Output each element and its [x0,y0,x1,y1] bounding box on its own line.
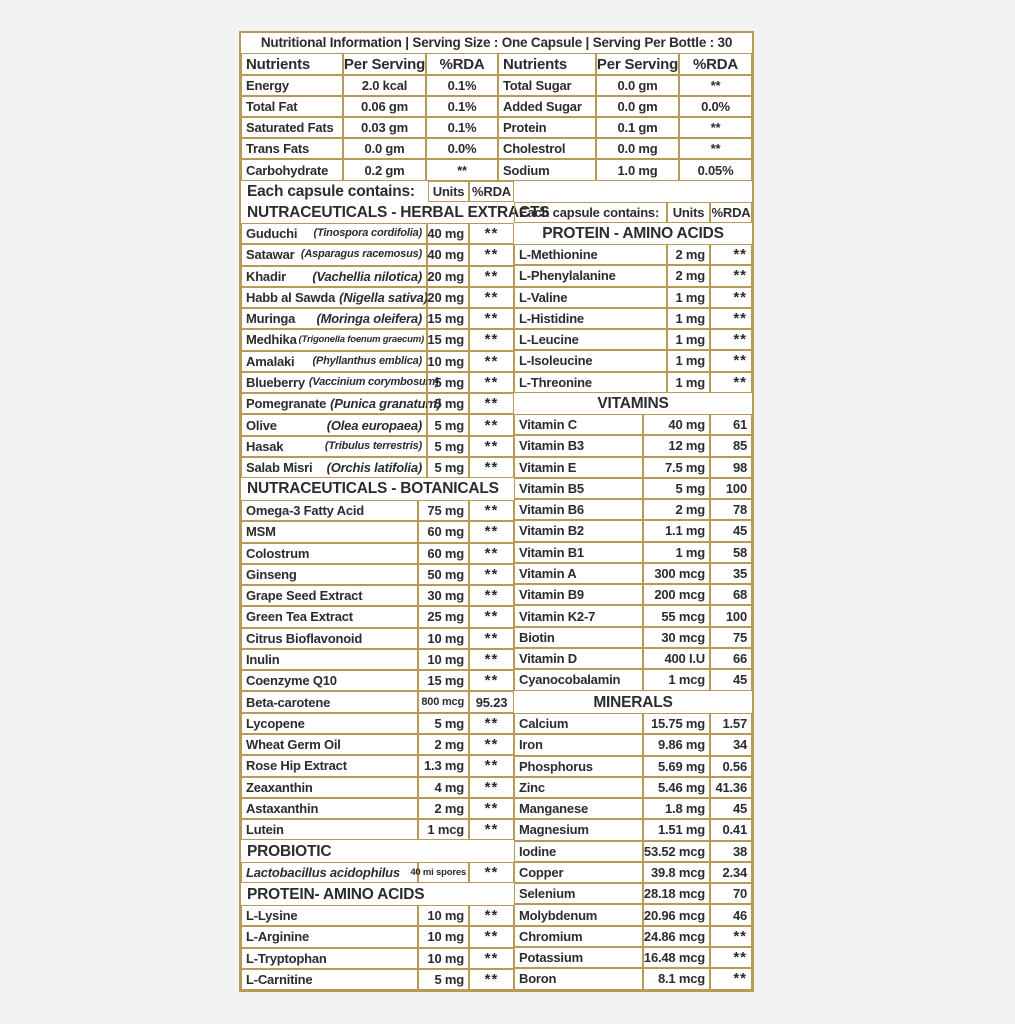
item-rda: ** [469,543,514,564]
item-units: 15.75 mg [643,713,710,734]
list-item: Vitamin B1 [514,542,643,563]
item-name: Pomegranate [246,396,327,412]
item-rda: ** [710,968,752,989]
item-rda: ** [469,351,514,372]
nutrient-serving: 0.0 mg [596,138,679,159]
list-item: Vitamin D [514,648,643,669]
item-name: Khadir [246,268,286,284]
item-rda: ** [469,777,514,798]
item-units: 55 mcg [643,605,710,626]
list-item: Vitamin A [514,563,643,584]
list-item: L-Isoleucine [514,350,667,371]
list-item: Boron [514,968,643,989]
item-rda: ** [469,266,514,287]
item-rda: ** [710,287,752,308]
list-item: Vitamin B5 [514,478,643,499]
list-item: Vitamin B9 [514,584,643,605]
item-latin-name: (Orchis latifolia) [326,460,422,476]
item-rda: 45 [710,798,752,819]
nutrient-rda: ** [679,138,752,159]
item-latin-name: (Phyllanthus emblica) [312,354,422,367]
nutrient-serving: 0.0 gm [343,138,426,159]
section-title-amino-right: PROTEIN - AMINO ACIDS [542,224,724,242]
list-item: Vitamin B3 [514,435,643,456]
nutrient-name: Added Sugar [498,96,596,117]
nutrient-name: Cholestrol [498,138,596,159]
item-latin-name: (Trigonella foenum graecum) [298,334,424,346]
item-rda: 45 [710,520,752,541]
list-item: Phosphorus [514,756,643,777]
item-name: Lactobacillus acidophilus [246,865,400,881]
nutrient-rda: ** [679,117,752,138]
item-name: L-Arginine [246,929,309,945]
column-header: %RDA [426,53,498,75]
column-header: %RDA [710,202,752,223]
item-latin-name: (Olea europaea) [326,417,422,433]
list-item: Copper [514,862,643,883]
item-rda: ** [710,308,752,329]
item-units: 16.48 mcg [643,947,710,968]
item-rda: ** [710,244,752,265]
item-units: 1 mg [667,372,710,393]
item-rda: 100 [710,478,752,499]
list-item [241,564,418,585]
item-name: L-Carnitine [246,971,313,987]
nutrient-serving: 0.1 gm [596,117,679,138]
item-rda: 100 [710,605,752,626]
list-item: Potassium [514,947,643,968]
item-units: 10 mg [418,905,469,926]
item-units: 1.8 mg [643,798,710,819]
item-name: Wheat Germ Oil [246,737,341,753]
item-name: Blueberry [246,375,305,390]
list-item: Molybdenum [514,904,643,925]
item-units: 1.3 mg [418,755,469,776]
list-item: L-Histidine [514,308,667,329]
item-rda: ** [469,372,514,393]
list-item [241,329,427,350]
nutrient-serving: 2.0 kcal [343,75,426,96]
item-name: Salab Misri [246,460,313,476]
item-name: MSM [246,524,276,540]
item-units: 30 mg [418,585,469,606]
item-units: 5 mg [427,393,469,414]
list-item: L-Methionine [514,244,667,265]
item-name: Amalaki [246,353,295,369]
item-rda: 58 [710,542,752,563]
item-units: 25 mg [418,606,469,627]
list-item [241,755,418,776]
item-units: 39.8 mcg [643,862,710,883]
list-item: Selenium [514,883,643,904]
item-units: 20 mg [427,287,469,308]
list-item: Vitamin C [514,414,643,435]
item-units: 10 mg [418,926,469,947]
nutrient-name: Total Sugar [498,75,596,96]
item-units: 15 mg [427,308,469,329]
nutrient-name: Sodium [498,159,596,181]
item-units: 20.96 mcg [643,904,710,925]
item-units: 1 mg [667,308,710,329]
item-units: 12 mg [643,435,710,456]
capsule-header-label: Each capsule contains: [247,182,415,200]
list-item: Vitamin B2 [514,520,643,541]
item-units: 5 mg [418,713,469,734]
item-rda: 61 [710,414,752,435]
item-units: 1 mcg [643,669,710,690]
column-header: %RDA [679,53,752,75]
item-rda: 95.23 [469,691,514,712]
section-title-amino-left: PROTEIN- AMINO ACIDS [247,885,425,903]
item-rda: ** [469,926,514,947]
list-item [241,926,418,947]
item-rda: 38 [710,841,752,862]
item-rda: ** [469,223,514,244]
item-rda: ** [469,755,514,776]
item-name: Coenzyme Q10 [246,673,337,689]
item-rda: 70 [710,883,752,904]
list-item [241,372,439,393]
page-title: Nutritional Information | Serving Size : One Capsule | Serving Per Bottle : 30 [260,35,733,51]
item-units: 40 mi spores [418,862,469,883]
item-units: 5 mg [427,436,469,457]
item-units: 40 mg [427,244,469,265]
item-units: 1 mg [643,542,710,563]
nutrient-rda: 0.05% [679,159,752,181]
nutrient-serving: 0.06 gm [343,96,426,117]
column-header: Per Serving [343,53,426,75]
item-rda: 35 [710,563,752,584]
item-rda: ** [710,947,752,968]
list-item: Vitamin K2-7 [514,605,643,626]
item-name: Medhika [246,332,297,348]
item-units: 10 mg [418,628,469,649]
item-name: Citrus Bioflavonoid [246,630,363,646]
item-units: 75 mg [418,500,469,521]
section-title-probiotic: PROBIOTIC [247,842,332,860]
item-rda: ** [469,521,514,542]
item-units: 20 mg [427,266,469,287]
list-item [241,628,418,649]
item-units: 50 mg [418,564,469,585]
item-rda: ** [469,393,514,414]
item-rda: ** [469,862,514,883]
list-item [241,798,418,819]
item-rda: ** [710,926,752,947]
item-rda: ** [710,350,752,371]
list-item [241,691,418,712]
column-header: Units [667,202,710,223]
list-item [241,414,427,435]
item-name: Astaxanthin [246,800,319,816]
item-rda: 78 [710,499,752,520]
nutrient-name: Energy [241,75,343,96]
item-rda: ** [469,713,514,734]
item-name: Zeaxanthin [246,779,313,795]
list-item: Vitamin E [514,457,643,478]
item-units: 1 mcg [418,819,469,840]
list-item [241,606,418,627]
capsule-header-label: Each capsule contains: [514,202,667,223]
nutrient-rda: ** [426,159,498,181]
item-units: 5 mg [427,457,469,478]
column-header: Units [428,181,469,202]
item-rda: ** [469,585,514,606]
item-name: L-Tryptophan [246,950,327,966]
item-units: 2 mg [643,499,710,520]
item-units: 200 mcg [643,584,710,605]
list-item [241,308,427,329]
item-units: 5 mg [418,969,469,990]
list-item: Chromium [514,926,643,947]
item-rda: ** [469,798,514,819]
nutrient-name: Carbohydrate [241,159,343,181]
item-rda: ** [469,969,514,990]
item-name: Inulin [246,652,280,667]
item-rda: 66 [710,648,752,669]
list-item [241,777,418,798]
item-name: Colostrum [246,545,310,561]
item-units: 7.5 mg [643,457,710,478]
item-latin-name: (Tinospora cordifolia) [313,227,422,240]
item-units: 2 mg [418,798,469,819]
item-rda: ** [469,244,514,265]
item-name: Habb al Sawda [246,289,336,305]
item-units: 8.1 mcg [643,968,710,989]
list-item [241,734,418,755]
list-item: Cyanocobalamin [514,669,643,690]
list-item: Manganese [514,798,643,819]
item-units: 40 mg [643,414,710,435]
item-rda: 34 [710,734,752,755]
item-rda: ** [469,628,514,649]
item-rda: ** [469,564,514,585]
section-title-herbal: NUTRACEUTICALS - HERBAL EXTRACTS [247,203,550,221]
item-rda: 1.57 [710,713,752,734]
item-units: 60 mg [418,543,469,564]
list-item: Biotin [514,627,643,648]
item-units: 5 mg [643,478,710,499]
list-item [241,819,418,840]
item-latin-name: (Tribulus terrestris) [324,439,422,452]
column-header: Per Serving [596,53,679,75]
nutrient-rda: 0.1% [426,96,498,117]
column-header: %RDA [469,181,514,202]
list-item [241,266,427,287]
item-units: 9.86 mg [643,734,710,755]
item-units: 1 mg [667,329,710,350]
item-name: Grape Seed Extract [246,588,363,604]
item-name: Guduchi [246,226,298,242]
item-rda: ** [710,329,752,350]
item-units: 5.69 mg [643,756,710,777]
list-item: Zinc [514,777,643,798]
item-name: Lutein [246,822,284,838]
item-units: 15 mg [418,670,469,691]
nutrient-rda: 0.1% [426,75,498,96]
item-rda: ** [469,670,514,691]
item-name: Satawar [246,247,295,263]
item-rda: 85 [710,435,752,456]
nutrient-name: Total Fat [241,96,343,117]
item-units: 10 mg [427,351,469,372]
list-item [241,862,418,883]
item-rda: 0.56 [710,756,752,777]
item-rda: ** [469,436,514,457]
item-latin-name: (Asparagus racemosus) [300,248,422,261]
item-units: 1 mg [667,350,710,371]
list-item: L-Phenylalanine [514,265,667,286]
item-units: 5 mg [427,372,469,393]
item-rda: 2.34 [710,862,752,883]
nutrient-serving: 0.03 gm [343,117,426,138]
item-rda: 46 [710,904,752,925]
item-name: Rose Hip Extract [246,758,347,774]
list-item: Vitamin B6 [514,499,643,520]
item-units: 2 mg [667,244,710,265]
item-rda: ** [469,414,514,435]
item-rda: ** [469,606,514,627]
item-units: 53.52 mcg [643,841,710,862]
item-rda: ** [469,329,514,350]
item-units: 1.1 mg [643,520,710,541]
item-latin-name: (Moringa oleifera) [316,311,422,327]
item-latin-name: (Vachellia nilotica) [312,268,422,284]
nutrition-label-panel [239,31,754,992]
item-rda: 41.36 [710,777,752,798]
list-item [241,500,418,521]
list-item [241,670,418,691]
list-item: Iodine [514,841,643,862]
item-rda: 75 [710,627,752,648]
nutrient-rda: 0.0% [679,96,752,117]
item-name: Olive [246,417,277,433]
list-item: Magnesium [514,819,643,840]
item-units: 1 mg [667,287,710,308]
list-item [241,223,427,244]
nutrient-name: Protein [498,117,596,138]
list-item [241,649,418,670]
item-rda: ** [469,457,514,478]
item-name: L-Lysine [246,908,298,924]
item-units: 5 mg [427,414,469,435]
list-item: Iron [514,734,643,755]
nutrient-serving: 0.0 gm [596,96,679,117]
list-item [241,436,427,457]
item-rda: 45 [710,669,752,690]
column-header: Nutrients [498,53,596,75]
item-latin-name: (Nigella sativa) [339,289,428,305]
list-item [241,521,418,542]
nutrient-rda: ** [679,75,752,96]
nutrient-serving: 0.0 gm [596,75,679,96]
list-item: L-Valine [514,287,667,308]
item-name: Muringa [246,311,296,327]
item-units: 24.86 mcg [643,926,710,947]
item-units: 800 mcg [418,691,469,712]
item-name: Lycopene [246,715,305,731]
item-units: 2 mg [667,265,710,286]
item-units: 10 mg [418,948,469,969]
item-rda: 68 [710,584,752,605]
item-units: 30 mcg [643,627,710,648]
section-title-botanicals: NUTRACEUTICALS - BOTANICALS [247,479,499,497]
item-units: 10 mg [418,649,469,670]
item-name: Omega-3 Fatty Acid [246,503,365,519]
nutrient-rda: 0.1% [426,117,498,138]
list-item [241,457,427,478]
item-units: 15 mg [427,329,469,350]
item-rda: ** [469,649,514,670]
item-units: 28.18 mcg [643,883,710,904]
section-title-vitamins: VITAMINS [597,394,669,412]
item-rda: ** [469,948,514,969]
list-item [241,948,418,969]
item-name: Hasak [246,438,284,454]
list-item [241,969,418,990]
item-units: 400 I.U [643,648,710,669]
item-latin-name: (Punica granatum) [330,396,441,412]
item-name: Beta-carotene [246,694,331,710]
list-item [241,351,427,372]
list-item: Calcium [514,713,643,734]
item-rda: 0.41 [710,819,752,840]
nutrient-serving: 0.2 gm [343,159,426,181]
item-rda: ** [469,308,514,329]
list-item [241,244,427,265]
item-units: 60 mg [418,521,469,542]
item-latin-name: (Vaccinium corymbosum) [308,376,439,388]
item-units: 1.51 mg [643,819,710,840]
item-units: 5.46 mg [643,777,710,798]
list-item [241,287,427,308]
list-item [241,543,418,564]
nutrient-serving: 1.0 mg [596,159,679,181]
list-item [241,905,418,926]
list-item: L-Threonine [514,372,667,393]
list-item [241,585,418,606]
nutrient-name: Trans Fats [241,138,343,159]
item-units: 300 mcg [643,563,710,584]
item-rda: ** [469,287,514,308]
section-title-minerals: MINERALS [593,693,673,711]
item-units: 4 mg [418,777,469,798]
column-header: Nutrients [241,53,343,75]
list-item: L-Leucine [514,329,667,350]
list-item [241,393,441,414]
item-units: 40 mg [427,223,469,244]
item-rda: ** [469,500,514,521]
item-rda: ** [710,372,752,393]
item-rda: ** [710,265,752,286]
item-rda: ** [469,734,514,755]
nutrient-rda: 0.0% [426,138,498,159]
item-rda: ** [469,905,514,926]
nutrient-name: Saturated Fats [241,117,343,138]
item-units: 2 mg [418,734,469,755]
item-name: Ginseng [246,566,297,582]
item-rda: ** [469,819,514,840]
list-item [241,713,418,734]
item-name: Green Tea Extract [246,609,353,625]
item-rda: 98 [710,457,752,478]
